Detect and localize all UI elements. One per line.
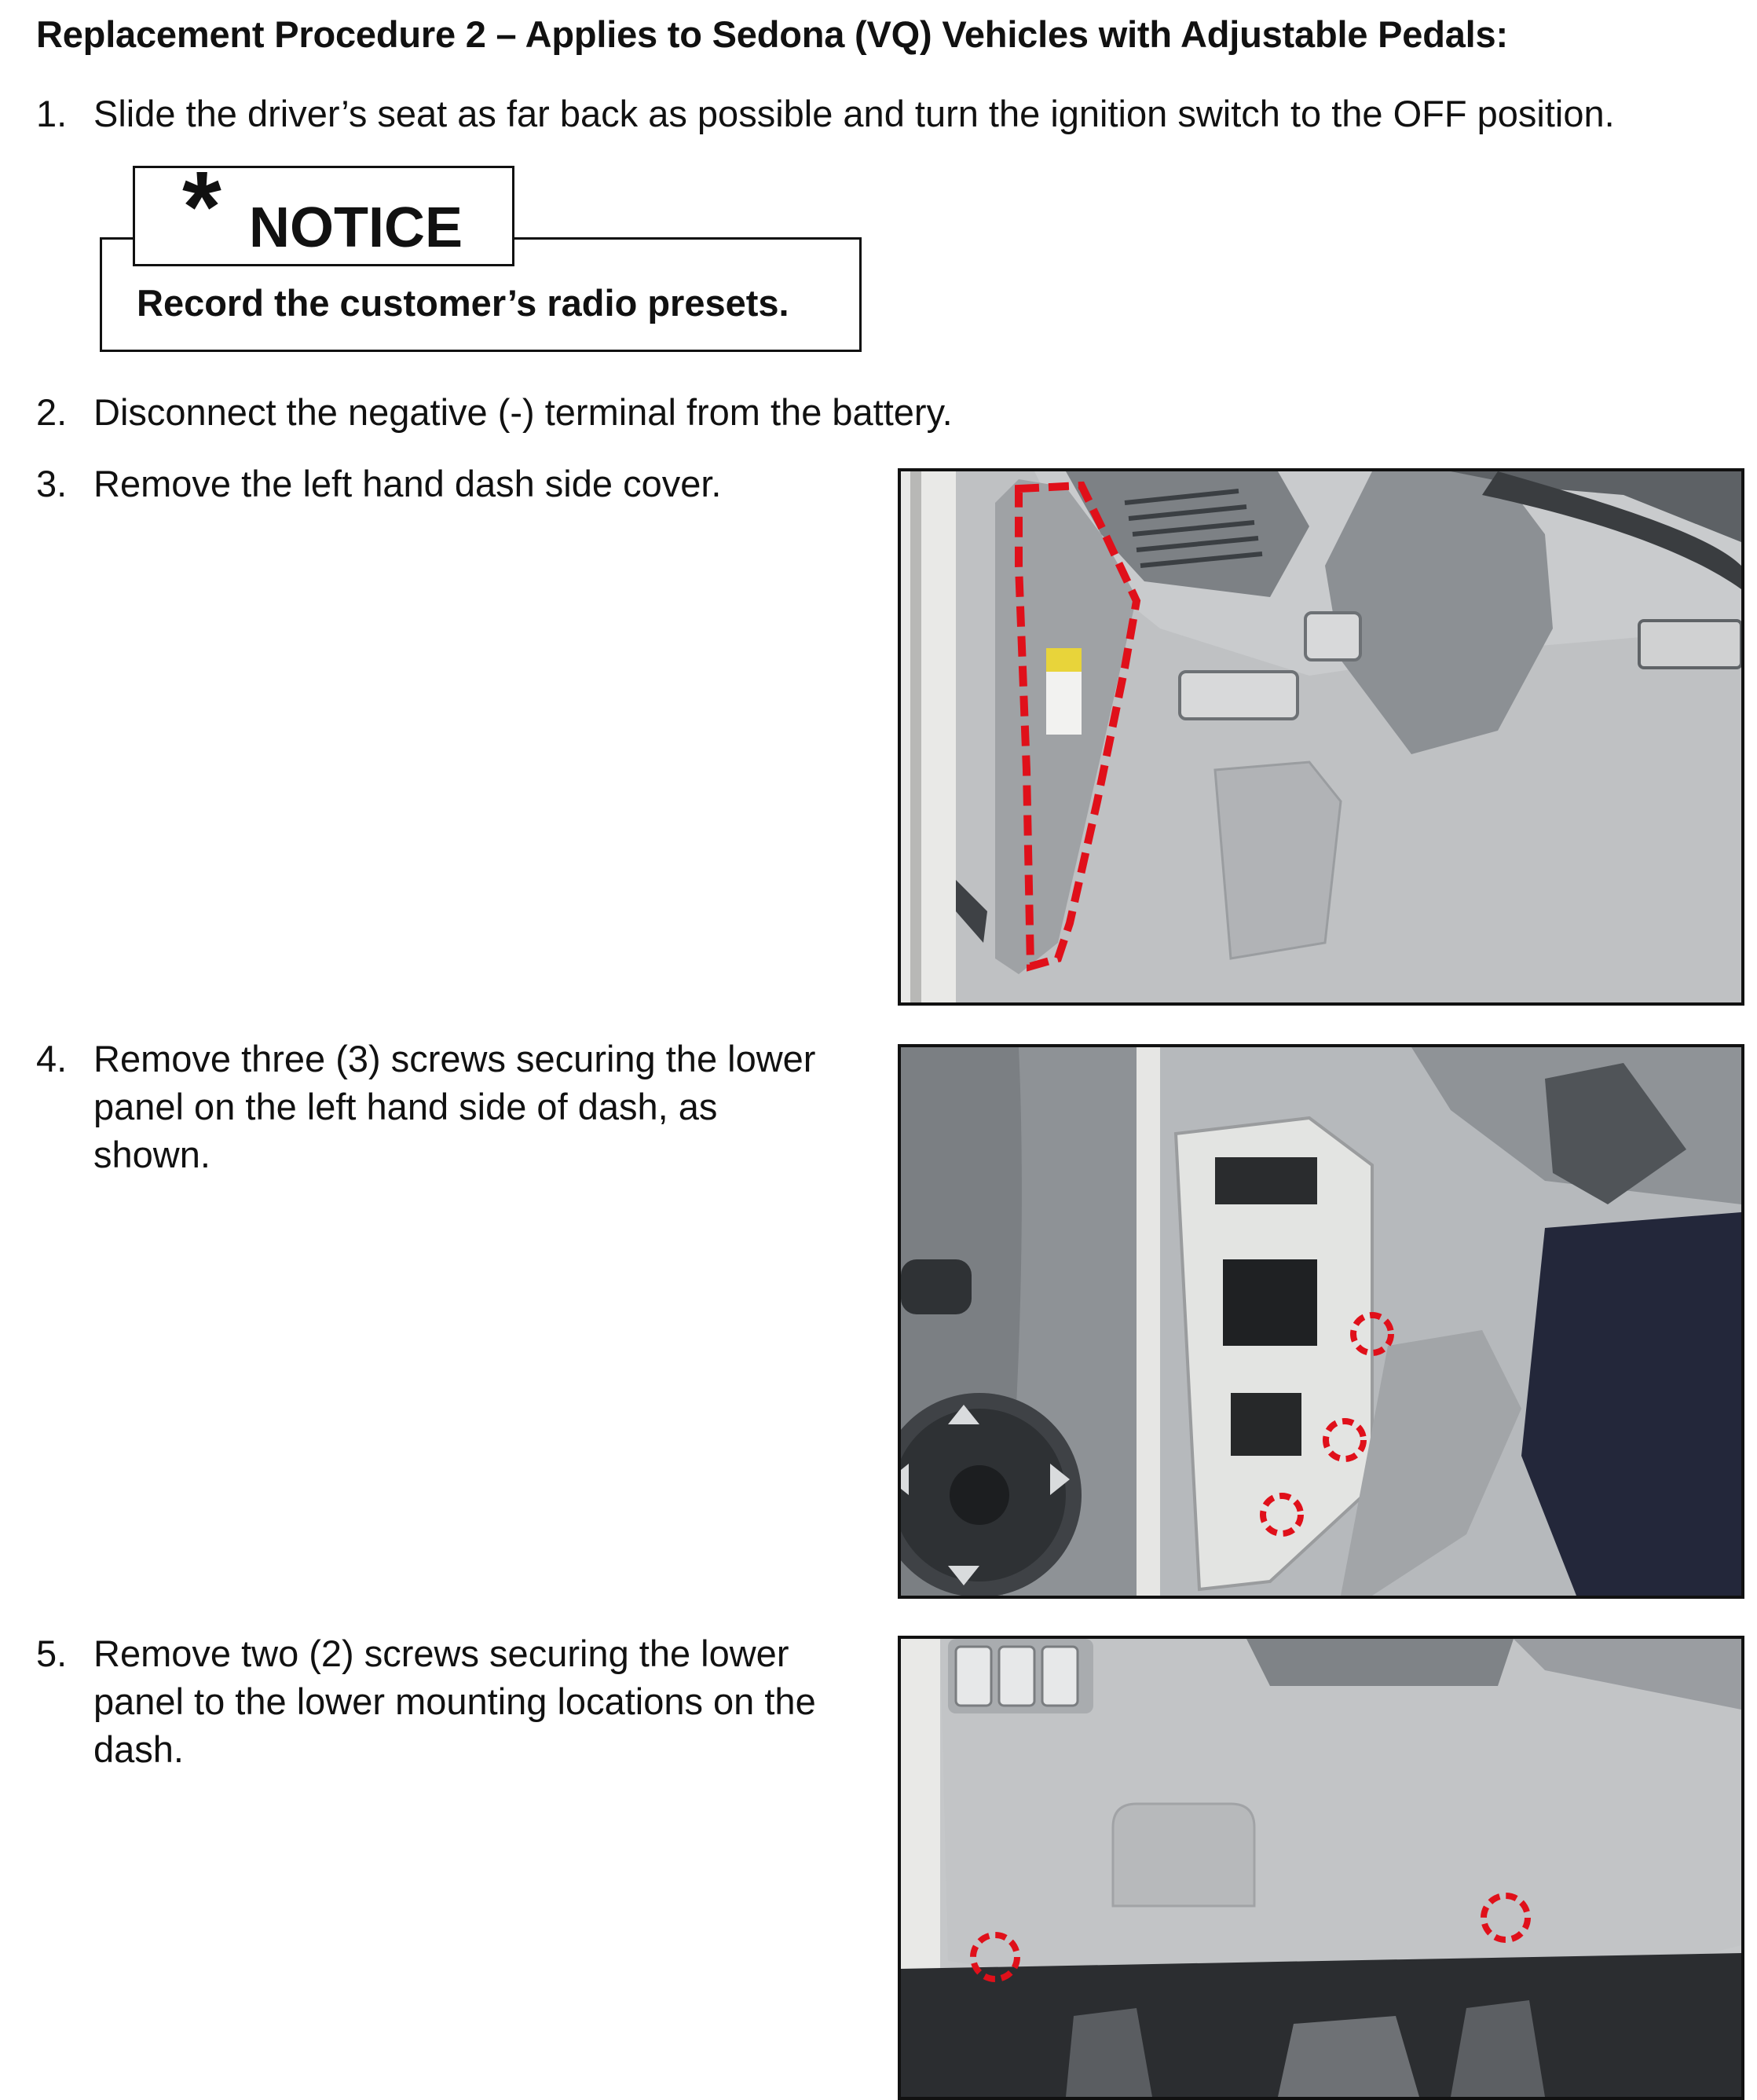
notice-header [133, 151, 514, 266]
step-text: Disconnect the negative (-) terminal from the battery. [93, 391, 953, 433]
step-number: 3. [36, 463, 68, 504]
step-text-line: panel to the lower mounting locations on the [93, 1680, 816, 1722]
step-text-line: Remove two (2) screws securing the lower [93, 1633, 789, 1674]
photo-lower-panel-bottom-screws [898, 1636, 1744, 2100]
step-text-line: Remove three (3) screws securing the lower [93, 1038, 816, 1079]
step-text-line: shown. [93, 1134, 210, 1175]
notice-label: NOTICE [249, 196, 463, 259]
step-text: Remove the left hand dash side cover. [93, 463, 722, 504]
step-text: Slide the driver’s seat as far back as possible and turn the ignition switch to the OFF position. [93, 93, 1615, 134]
step-number: 4. [36, 1038, 68, 1079]
step-number: 1. [36, 93, 68, 134]
page-heading: Replacement Procedure 2 – Applies to Sedona (VQ) Vehicles with Adjustable Pedals: [36, 13, 1508, 55]
photo-lower-panel-side-screws [898, 1044, 1744, 1599]
notice-text: Record the customer’s radio presets. [137, 282, 789, 324]
step-text [93, 1035, 815, 1178]
step-text-line: dash. [93, 1728, 184, 1770]
step-number: 2. [36, 391, 68, 433]
step-number: 5. [36, 1633, 68, 1674]
photo-dash-side-cover [898, 468, 1744, 1006]
step-text [93, 1629, 816, 1773]
step-text-line: panel on the left hand side of dash, as [93, 1086, 718, 1127]
asterisk-icon: * [182, 151, 221, 263]
